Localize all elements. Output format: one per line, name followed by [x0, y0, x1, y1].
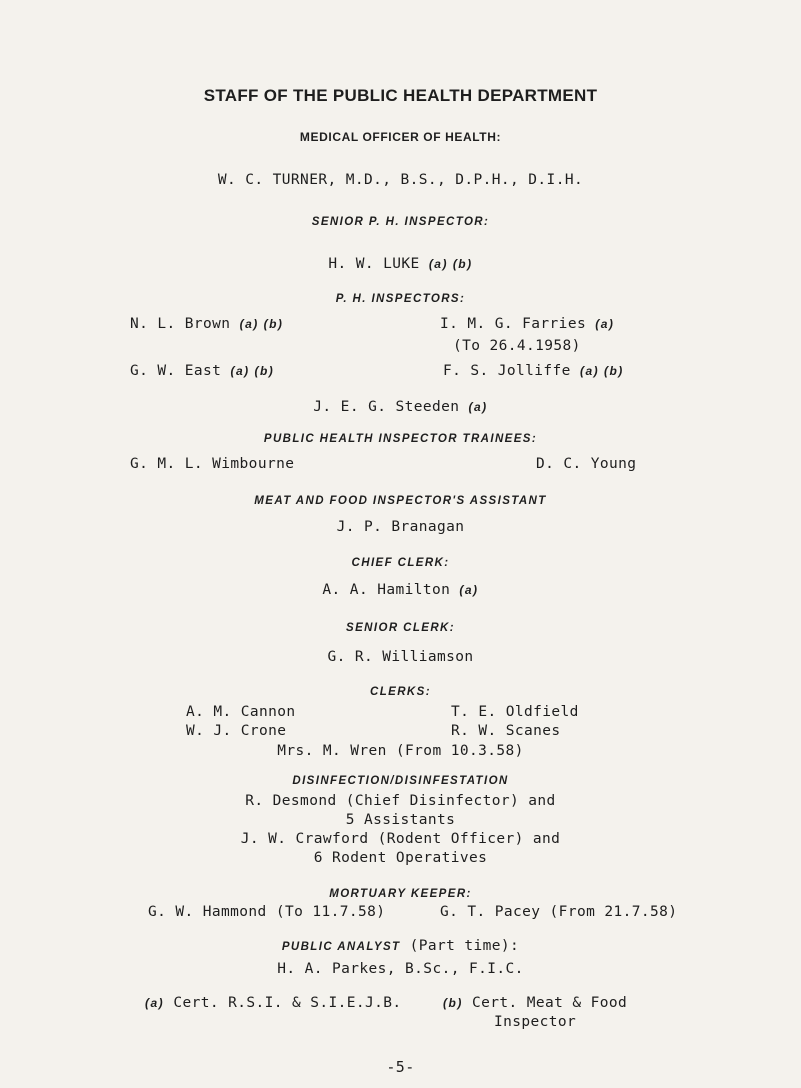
- clerk-wren: Mrs. M. Wren (From 10.3.58): [277, 743, 524, 759]
- inspector-east-quals: (a) (b): [230, 364, 275, 378]
- inspector-jolliffe-name: F. S. Jolliffe: [443, 363, 571, 379]
- heading-senior-inspector: SENIOR P. H. INSPECTOR:: [311, 216, 490, 228]
- heading-senior-clerk: SENIOR CLERK:: [346, 622, 455, 634]
- inspector-brown: [130, 316, 283, 332]
- footnote-b-text: Cert. Meat & Food: [471, 995, 628, 1011]
- senior-clerk-name: G. R. Williamson: [327, 649, 474, 665]
- chief-clerk-entry: [0, 582, 801, 598]
- chief-clerk-quals: (a): [459, 583, 479, 597]
- heading-chief-clerk: CHIEF CLERK:: [351, 557, 450, 569]
- heading-disinfection: DISINFECTION/DISINFESTATION: [292, 775, 509, 787]
- disinfection-line-2: 5 Assistants: [345, 812, 456, 828]
- mortuary-hammond: G. W. Hammond (To 11.7.58): [148, 904, 386, 920]
- inspector-east: [130, 363, 274, 379]
- chief-clerk-name: A. A. Hamilton: [322, 582, 451, 598]
- inspector-farries-name: I. M. G. Farries: [440, 316, 587, 332]
- inspector-steeden-name: J. E. G. Steeden: [313, 399, 460, 415]
- inspector-farries-note: (To 26.4.1958): [453, 338, 581, 354]
- clerk-oldfield: T. E. Oldfield: [451, 704, 579, 720]
- heading-medical-officer: MEDICAL OFFICER OF HEALTH:: [299, 130, 502, 144]
- analyst-heading-line: [0, 938, 801, 954]
- mortuary-pacey: G. T. Pacey (From 21.7.58): [440, 904, 678, 920]
- medical-officer-name: W. C. TURNER, M.D., B.S., D.P.H., D.I.H.: [217, 172, 584, 188]
- footnote-b-mark: (b): [443, 996, 463, 1010]
- inspector-jolliffe-quals: (a) (b): [579, 364, 624, 378]
- senior-inspector-entry: [0, 256, 801, 272]
- heading-trainees: PUBLIC HEALTH INSPECTOR TRAINEES:: [263, 433, 538, 445]
- inspector-brown-quals: (a) (b): [239, 317, 284, 331]
- meat-assistant-name: J. P. Branagan: [336, 519, 465, 535]
- inspector-farries-quals: (a): [595, 317, 615, 331]
- disinfection-line-3: J. W. Crawford (Rodent Officer) and: [240, 831, 561, 847]
- senior-inspector-name: H. W. LUKE: [328, 256, 420, 272]
- disinfection-line-4: 6 Rodent Operatives: [313, 850, 488, 866]
- clerk-crone: W. J. Crone: [186, 723, 287, 739]
- trainee-wimbourne: G. M. L. Wimbourne: [130, 456, 295, 472]
- footnote-b: [443, 995, 627, 1011]
- senior-inspector-quals: (a) (b): [428, 257, 473, 271]
- inspector-brown-name: N. L. Brown: [130, 316, 231, 332]
- heading-mortuary: MORTUARY KEEPER:: [329, 888, 472, 900]
- page-title: STAFF OF THE PUBLIC HEALTH DEPARTMENT: [203, 86, 598, 105]
- footnote-a: [145, 995, 402, 1011]
- analyst-part-time: (Part time):: [409, 938, 520, 954]
- inspector-jolliffe: [443, 363, 624, 379]
- clerk-cannon: A. M. Cannon: [186, 704, 296, 720]
- inspector-steeden-quals: (a): [468, 400, 488, 414]
- footnote-a-text: Cert. R.S.I. & S.I.E.J.B.: [173, 995, 402, 1011]
- heading-clerks: CLERKS:: [370, 686, 431, 698]
- inspector-steeden: [0, 399, 801, 415]
- footnote-a-mark: (a): [145, 996, 165, 1010]
- heading-meat-assistant: MEAT AND FOOD INSPECTOR'S ASSISTANT: [254, 495, 547, 507]
- heading-ph-inspectors: P. H. INSPECTORS:: [335, 293, 466, 305]
- page-number: -5-: [386, 1058, 415, 1076]
- trainee-young: D. C. Young: [536, 456, 637, 472]
- clerk-scanes: R. W. Scanes: [451, 723, 561, 739]
- analyst-name: H. A. Parkes, B.Sc., F.I.C.: [277, 961, 524, 977]
- disinfection-line-1: R. Desmond (Chief Disinfector) and: [245, 793, 556, 809]
- footnote-b-text-2: Inspector: [494, 1014, 577, 1030]
- heading-analyst: PUBLIC ANALYST: [281, 941, 401, 953]
- inspector-farries: [440, 316, 614, 332]
- inspector-east-name: G. W. East: [130, 363, 222, 379]
